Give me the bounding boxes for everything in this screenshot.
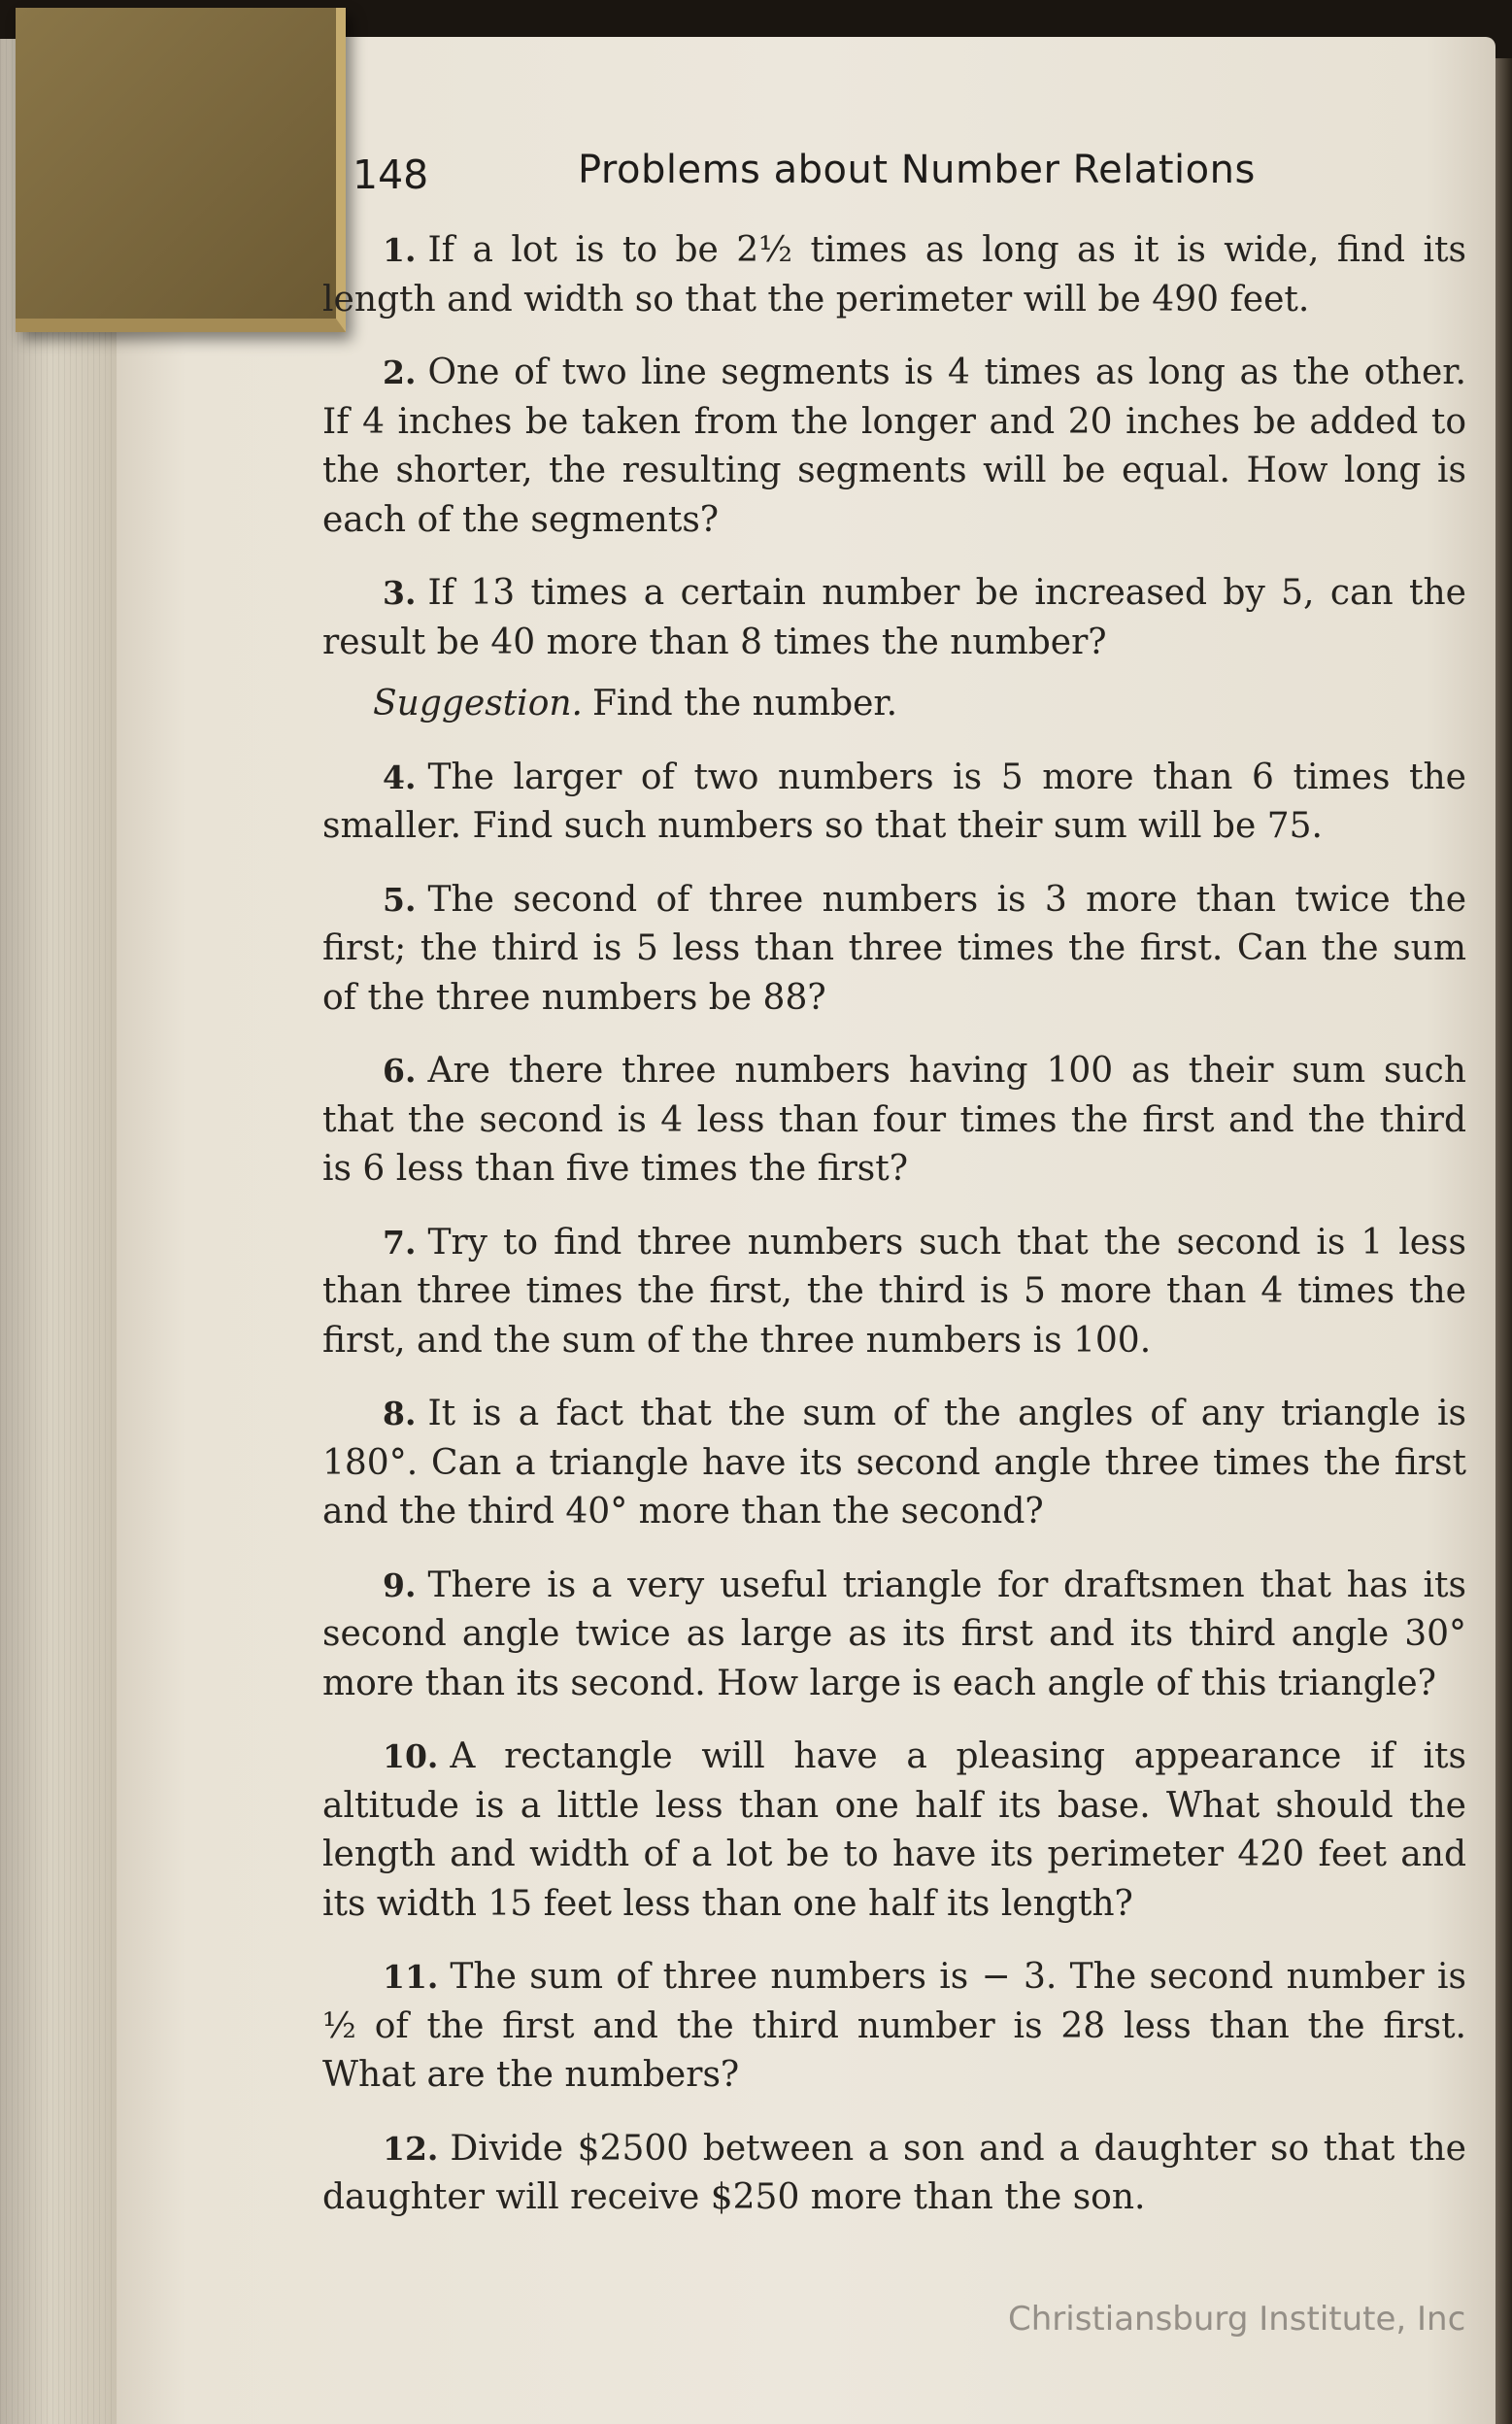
problem-number: 7. <box>383 1223 417 1262</box>
problem-12 <box>322 2125 1466 2223</box>
problem-8 <box>322 1390 1466 1537</box>
problem-text: Are there three numbers having 100 as their sum such that the second is 4 less than four times the first and the third is 6 less than five times the first? <box>322 1051 1466 1189</box>
problem-10 <box>322 1733 1466 1929</box>
page-header <box>335 146 1452 214</box>
problem-text: If 13 times a certain number be increased by 5, can the result be 40 more than 8 times the number? <box>322 573 1466 662</box>
problem-text: A rectangle will have a pleasing appearance if its altitude is a little less than one half its base. What should the length and width of a lot be to have its perimeter 420 feet and its width 15 feet less than one half its length? <box>322 1736 1466 1924</box>
problem-number: 12. <box>383 2129 439 2168</box>
problem-number: 9. <box>383 1566 417 1604</box>
suggestion <box>322 680 1466 729</box>
problem-3 <box>322 569 1466 667</box>
problem-text: Divide $2500 between a son and a daughter so that the daughter will receive $250 more than the son. <box>322 2128 1466 2217</box>
suggestion-label: Suggestion. <box>373 684 583 724</box>
problem-4 <box>322 754 1466 852</box>
problem-number: 11. <box>383 1958 439 1996</box>
problem-number: 8. <box>383 1395 417 1432</box>
problem-text: It is a fact that the sum of the angles of any triangle is 180°. Can a triangle have its second angle three times the first and the third 40° more than the second? <box>322 1394 1466 1532</box>
problem-7 <box>322 1219 1466 1366</box>
watermark: Christiansburg Institute, Inc <box>1008 2300 1466 2339</box>
problem-number: 3. <box>383 574 417 612</box>
problem-text: Try to find three numbers such that the second is 1 less than three times the first, the third is 5 more than 4 times the first, and the sum of the three numbers is 100. <box>322 1222 1466 1361</box>
problem-11 <box>322 1953 1466 2101</box>
problem-text: One of two line segments is 4 times as long as the other. If 4 inches be taken from the longer and 20 inches be added to the shorter, the resulting segments will be equal. How long is each of the segments? <box>322 353 1466 540</box>
problem-2 <box>322 349 1466 545</box>
problem-text: The sum of three numbers is − 3. The second number is ½ of the first and the third number is 28 less than the first. What are the numbers? <box>322 1957 1466 2095</box>
problem-text: If a lot is to be 2½ times as long as it is wide, find its length and width so that the perimeter will be 490 feet. <box>322 230 1466 320</box>
problem-text: There is a very useful triangle for draftsmen that has its second angle twice as large as its first and its third angle 30° more than its second. How large is each angle of this triangle? <box>322 1565 1466 1703</box>
suggestion-text: Find the number. <box>592 684 898 724</box>
problem-number: 10. <box>383 1737 439 1775</box>
problem-number: 5. <box>383 880 417 919</box>
page-number: 148 <box>353 152 429 198</box>
problem-list <box>322 226 1466 2247</box>
problem-5 <box>322 876 1466 1024</box>
index-tab <box>16 8 346 332</box>
problem-text: The second of three numbers is 3 more than twice the first; the third is 5 less than three times the first. Can the sum of the three numbers be 88? <box>322 879 1466 1018</box>
running-title: Problems about Number Relations <box>578 148 1256 192</box>
problem-number: 2. <box>383 354 417 391</box>
problem-number: 6. <box>383 1052 417 1090</box>
problem-number: 4. <box>383 758 417 796</box>
problem-text: The larger of two numbers is 5 more than 6 times the smaller. Find such numbers so that their sum will be 75. <box>322 757 1466 846</box>
problem-6 <box>322 1047 1466 1195</box>
problem-number: 1. <box>383 231 417 269</box>
problem-9 <box>322 1562 1466 1709</box>
problem-1 <box>322 226 1466 324</box>
